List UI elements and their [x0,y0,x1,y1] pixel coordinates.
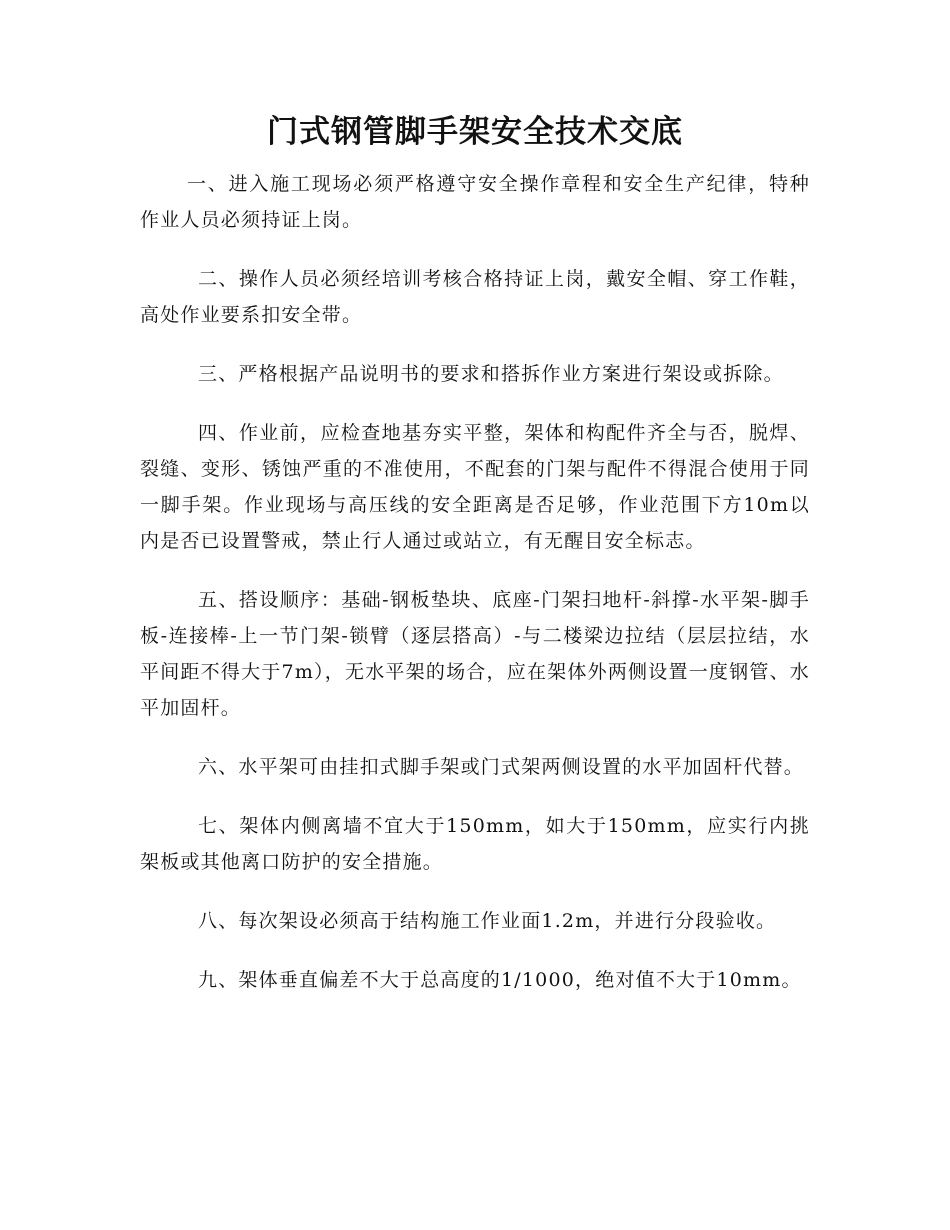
paragraph-2: 二、操作人员必须经培训考核合格持证上岗，戴安全帽、穿工作鞋，高处作业要系扣安全带。 [140,268,810,326]
paragraph-5: 五、搭设顺序：基础-钢板垫块、底座-门架扫地杆-斜撑-水平架-脚手板-连接棒-上一节门架-锁臂（逐层搭高）-与二楼梁边拉结（层层拉结，水平间距不得大于7m），无水平架的场合，应在架体外两侧设置一度钢管、水平加固杆。 [140,589,810,719]
paragraph-8: 八、每次架设必须高于结构施工作业面1.2m，并进行分段验收。 [198,910,777,932]
paragraph-3: 三、严格根据产品说明书的要求和搭拆作业方案进行架设或拆除。 [198,363,784,385]
document-body [140,166,810,1021]
paragraph-7: 七、架体内侧离墙不宜大于150mm，如大于150mm，应实行内挑架板或其他离口防护的安全措施。 [140,815,810,873]
document-title: 门式钢管脚手架安全技术交底 [267,114,683,150]
paragraph-4: 四、作业前，应检查地基夯实平整，架体和构配件齐全与否，脱焊、裂缝、变形、锈蚀严重的不准使用，不配套的门架与配件不得混合使用于同一脚手架。作业现场与高压线的安全距离是否足够，作业范围下方10m以内是否已设置警戒，禁止行人通过或站立，有无醒目安全标志。 [140,422,810,552]
paragraph-9: 九、架体垂直偏差不大于总高度的1/1000，绝对值不大于10mm。 [198,969,802,991]
paragraph-6: 六、水平架可由挂扣式脚手架或门式架两侧设置的水平加固杆代替。 [198,756,805,778]
paragraph-1: 一、进入施工现场必须严格遵守安全操作章程和安全生产纪律，特种作业人员必须持证上岗。 [140,173,810,231]
